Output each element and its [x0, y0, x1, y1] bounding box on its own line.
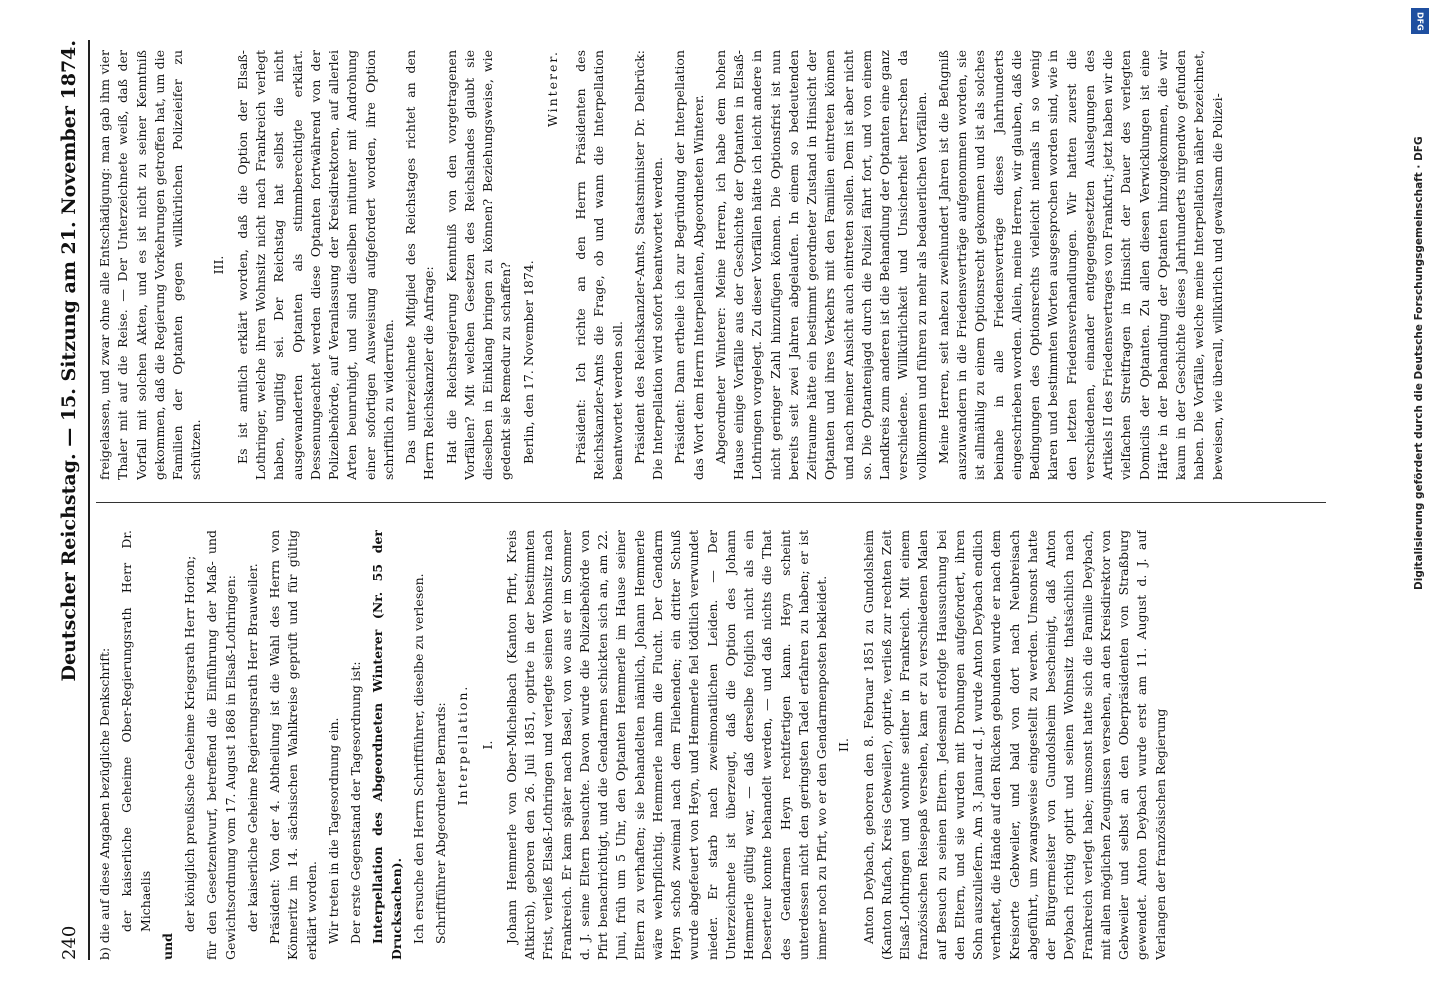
column-divider: [96, 502, 1326, 503]
digitization-note: Digitalisierung gefördert durch die Deutsche Forschungsgemeinschaft · DFG: [1413, 136, 1425, 590]
left-column-paragraph: b) die auf diese Angaben bezügliche Denkschrift:: [97, 647, 112, 960]
left-column-paragraph: für den Gesetzentwurf, betreffend die Einführung der Maß- und Gewichtsordnung vom 17. August 1868 in Elsaß-Lothringen:: [204, 530, 238, 960]
left-column-paragraph: Präsident: Von der 4. Abtheilung ist die Wahl des Herrn von Könneritz im 14. sächsischen Wahlkreise geprüft und für gültig erklärt worden.: [267, 530, 319, 960]
left-column-paragraph: der königlich preußische Geheime Kriegsrath Herr Horion;: [182, 555, 197, 932]
left-column-paragraph: Interpellation.: [455, 684, 471, 806]
right-column-paragraph: Meine Herren, seit nahezu zweihundert Jahren ist die Befugniß auszuwandern in die Friedensverträge aufgenommen worden, sie ist allmählig zu einem Optionsrecht gekommen und ist als solches beinahe in alle Friedensverträge dieses Jahrhunderts eingeschrieben worden. Allein, meine Herren, wir glauben, daß die Bedingungen des Optionsrechts vielleicht niemals in so wenig klaren und bestimmten Worten ausgesprochen worden sind, wie in den letzten Friedensverhandlungen. Wir hatten zuerst die verschiedenen, einander entgegengesetzten Auslegungen des Artikels II des Friedensvertrages von Frankfurt; jetzt haben wir die vielfachen Streitfragen in Hinsicht der Dauer des verlegten Domicils der Optanten. Zu allen diesen Verwicklungen ist eine Härte in der Behandlung der Optanten hinzugekommen, die wir kaum in der Geschichte dieses Jahrhunderts nirgendwo gefunden haben. Die Vorfälle, welche meine Interpellation näher bezeichnet, beweisen, wie überall, willkürlich und gewaltsam die Polizei-: [935, 50, 1225, 480]
right-column-paragraph: Berlin, den 17. November 1874.: [520, 260, 536, 464]
page-number: 240: [59, 925, 80, 960]
right-column-paragraph: Abgeordneter Winterer: Meine Herren, ich habe dem hohen Hause einige Vorfälle aus der Geschichte der Optanten in Elsaß-Lothringen vorgelegt. Zu dieser Vorfällen hätte ich leicht andere in nicht geringer Zahl hinzufügen können. Die Optionsfrist ist nun bereits seit zwei Jahren abgelaufen. In einem so bedeutenden Zeitraume hätte ein bestimmt geordneter Zustand in Hinsicht der Optanten und ihres Verkehrs mit den Familien eintreten können und nach meiner Ansicht auch eintreten sollen. Dem ist aber nicht so. Die Optantenjagd durch die Polizei fährt fort, und von einem Landkreis zum anderen ist die Behandlung der Optanten eine ganz verschiedene. Willkürlichkeit und Unsicherheit herrschen da vollkommen und führen zu mehr als bedauerlichen Vorfällen.: [712, 50, 929, 480]
dfg-logo: DFG: [1411, 8, 1429, 34]
left-column-paragraph: II.: [836, 738, 852, 752]
left-column-paragraph: und: [159, 933, 175, 960]
left-column-paragraph: Schriftführer Abgeordneter Bernards:: [433, 702, 448, 944]
page-header: [36, 40, 80, 960]
left-column-paragraph: Interpellation des Abgeordneten Winterer (Nr. 55 der Drucksachen).: [370, 530, 404, 960]
right-column-paragraph: Das unterzeichnete Mitglied des Reichstages richtet an den Herrn Reichskanzler die Anfrage:: [403, 50, 437, 480]
left-column-paragraph: der kaiserliche Geheime Regierungsrath Herr Brauweiler.: [244, 563, 260, 932]
header-rule: [88, 40, 90, 960]
left-column-paragraph: Ich ersuche den Herrn Schriftführer, dieselbe zu verlesen.: [410, 573, 426, 944]
left-column-paragraph: Anton Deybach, geboren den 8. Februar 1851 zu Gundolsheim (Kanton Rufach, Kreis Gebweiler), optirte, verließ zur rechten Zeit Elsaß-Lothringen und wohnte seither in Frankreich. Mit einem französischen Reisepaß versehen, kam er zu verschiedenen Malen auf Besuch zu seinen Eltern. Jedesmal erfolgte Haussuchung bei den Eltern, und sie wurden mit Drohungen aufgefordert, ihren Sohn auszuliefern. Am 3. Januar d. J. wurde Anton Deybach endlich verhaftet, die Hände auf den Rücken gebunden wurde er nach dem Kreisorte Gebweiler, und bald von dort nach Neubreisach abgeführt, um zwangsweise eingestellt zu werden. Umsonst hatte der Bürgermeister von Gundolsheim bescheinigt, daß Anton Deybach richtig optirt und seinen Wohnsitz thatsächlich nach Frankreich verlegt habe; umsonst hatte sich die Familie Deybach, mit allen möglichen Zeugnissen versehen, an den Kreisdirektor von Gebweiler und selbst an den Oberpräsidenten von Straßburg gewendet. Anton Deybach wurde erst am 11. August d. J. auf Verlangen der französischen Regierung: [860, 530, 1168, 960]
right-column-paragraph: Es ist amtlich erklärt worden, daß die Option der Elsaß-Lothringer, welche ihren Wohnsitz nicht nach Frankreich verlegt haben, ungiltig sei. Der Reichstag hat selbst die nicht ausgewanderten Optanten als stimmberechtigte erklärt. Dessenungeachtet werden diese Optanten fortwährend von der Polizeibehörde, auf Veranlassung der Kreisdirektoren, auf allerlei Arten beunruhigt, und sind dieselben mitunter mit Androhung einer sofortigen Ausweisung aufgefordert worden, ihre Option schriftlich zu widerrufen.: [234, 50, 396, 480]
left-column: [96, 530, 1326, 960]
running-title: Deutscher Reichstag. — 15. Sitzung am 21. November 1874.: [58, 40, 80, 682]
left-column-paragraph: Wir treten in die Tagesordnung ein.: [325, 717, 341, 944]
left-column-paragraph: I.: [479, 740, 495, 750]
right-column-paragraph: Präsident des Reichskanzler-Amts, Staatsminister Dr. Delbrück: Die Interpellation wird sofort beantwortet werden.: [631, 50, 665, 480]
left-column-paragraph: der kaiserliche Geheime Ober-Regierungsrath Herr Dr. Michaelis: [119, 530, 153, 932]
right-column-paragraph: Hat die Reichsregierung Kenntniß von den vorgetragenen Vorfällen? Mit welchen Gesetzen des Reichslandes glaubt sie dieselben in Einklang bringen zu können? Beziehungsweise, wie gedenkt sie Remedur zu schaffen?: [443, 50, 514, 480]
right-column-paragraph: Präsident: Dann ertheile ich zur Begründung der Interpellation das Wort dem Herrn Interpellanten, Abgeordneten Winterer.: [672, 50, 706, 480]
right-column-paragraph: freigelassen, und zwar ohne alle Entschädigung: man gab ihm vier Thaler mit auf die Reise. — Der Unterzeichnete weiß, daß der Vorfall mit solchen Akten, und es ist nicht zu seiner Kenntniß gekommen, daß die Regierung Vorkehrungen getroffen hat, um die Familien der Optanten gegen willkürlichen Polizeieifer zu schützen.: [97, 50, 204, 480]
right-column-paragraph: III.: [210, 255, 226, 275]
right-column-paragraph: Präsident: Ich richte an den Herrn Präsidenten des Reichskanzler-Amts die Frage, ob und wann die Interpellation beantwortet werden soll.: [573, 50, 625, 480]
left-column-paragraph: Der erste Gegenstand der Tagesordnung ist:: [348, 661, 363, 944]
right-column-paragraph: Winterer.: [544, 50, 560, 128]
left-column-paragraph: Johann Hemmerle von Ober-Michelbach (Kanton Pfirt, Kreis Altkirch), geboren den 26. Juli 1851, optirte in der bestimmten Frist, verließ Elsaß-Lothringen und verlegte seinen Wohnsitz nach Frankreich. Er kam später nach Basel, von wo aus er im Sommer d. J. seine Eltern besuchte. Davon wurde die Polizeibehörde von Pfirt benachrichtigt, und die Gendarmen schickten sich an, am 22. Juni, früh um 5 Uhr, den Optanten Hemmerle im Hause seiner Eltern zu verhaften; sie behandelten nämlich, Johann Hemmerle wäre wehrpflichtig. Hemmerle nahm die Flucht. Der Gendarm Heyn schoß zweimal nach dem Fliehenden; ein dritter Schuß wurde abgefeuert von Heyn, und Hemmerle fiel tödtlich verwundet nieder. Er starb nach zweimonatlichen Leiden. — Der Unterzeichnete ist überzeugt, daß die Option des Johann Hemmerle gültig war, — daß derselbe folglich nicht als ein Deserteur konnte behandelt werden, — und daß nichts die That des Gendarmen Heyn rechtfertigen kann. Heyn scheint unterdessen nicht den geringsten Tadel erfahren zu haben; er ist immer noch zu Pfirt, wo er den Gendarmenposten bekleidet.: [503, 530, 829, 960]
right-column: [96, 50, 1326, 480]
digitization-sidebar: [1411, 0, 1431, 1000]
